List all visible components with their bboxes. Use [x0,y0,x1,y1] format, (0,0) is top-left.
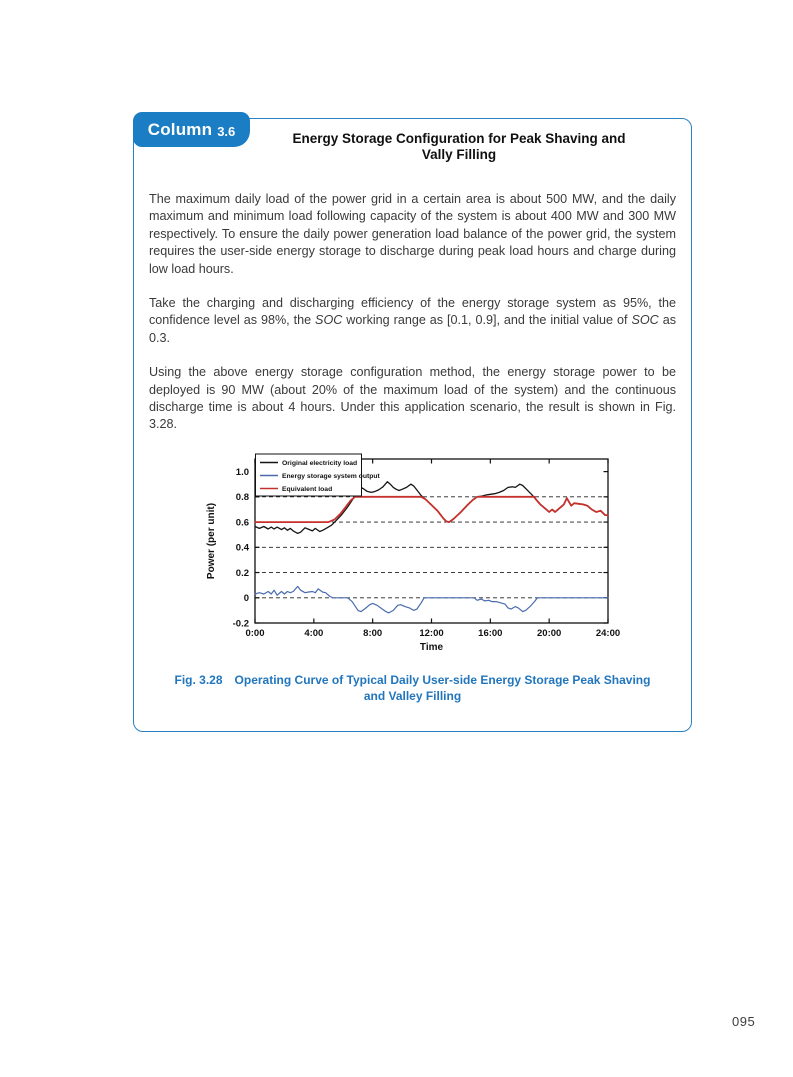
column-title-line-2: Vally Filling [421,147,497,162]
svg-text:Equivalent load: Equivalent load [281,485,332,493]
figure-caption-line-2: and Valley Filling [363,688,462,703]
figure-label: Fig. 3.28 [174,672,223,687]
svg-text:12:00: 12:00 [418,627,444,639]
figure-caption-line-1: Operating Curve of Typical Daily User-side Energy Storage Peak Shaving [234,672,651,687]
column-title [259,119,659,163]
svg-text:1.0: 1.0 [235,466,249,478]
paragraph-3: Using the above energy storage configuration method, the energy storage power to be deployed is 90 MW (about 20% of the maximum load of the system) and the continuous discharge time is about 4 hours. Under this application scenario, the result is shown in Fig. 3.28. [149,365,676,432]
svg-text:0.4: 0.4 [235,542,249,554]
figure-3-28 [134,445,691,704]
svg-text:0.6: 0.6 [235,517,249,529]
column-badge [133,112,250,147]
paragraph-1: The maximum daily load of the power grid in a certain area is about 500 MW, and the daily maximum and minimum load following capacity of the system is about 400 MW and 300 MW respectively. To ensure the daily power generation load balance of the power grid, the system requires the user-side energy storage to discharge during peak load hours and charge during low load hours. [149,192,676,276]
svg-text:Time: Time [419,641,443,653]
svg-text:Power (per unit): Power (per unit) [205,502,217,579]
paragraph-2: Take the charging and discharging efficiency of the energy storage system as 95%, the confidence level as 98%, the SOC working range as [0.1, 0.9], and the initial value of SOC as 0.3. [149,296,676,345]
svg-text:0: 0 [243,592,249,604]
svg-text:16:00: 16:00 [477,627,502,639]
svg-text:20:00: 20:00 [536,627,561,639]
figure-caption [134,672,691,704]
page-number: 095 [732,1014,756,1029]
svg-text:Original electricity load: Original electricity load [281,459,357,467]
column-title-line-1: Energy Storage Configuration for Peak Shaving and [292,131,626,146]
column-box [133,118,692,732]
svg-text:-0.2: -0.2 [232,618,249,630]
svg-text:0:00: 0:00 [244,627,265,639]
column-badge-label: Column [147,119,213,139]
svg-text:8:00: 8:00 [362,627,382,639]
svg-text:0.8: 0.8 [235,492,249,504]
svg-text:0.2: 0.2 [235,567,249,579]
svg-text:24:00: 24:00 [595,627,620,639]
svg-text:4:00: 4:00 [303,627,323,639]
column-badge-number: 3.6 [217,123,236,139]
article-body [134,191,691,434]
line-chart [203,445,623,657]
svg-text:Energy storage system output: Energy storage system output [281,472,380,480]
